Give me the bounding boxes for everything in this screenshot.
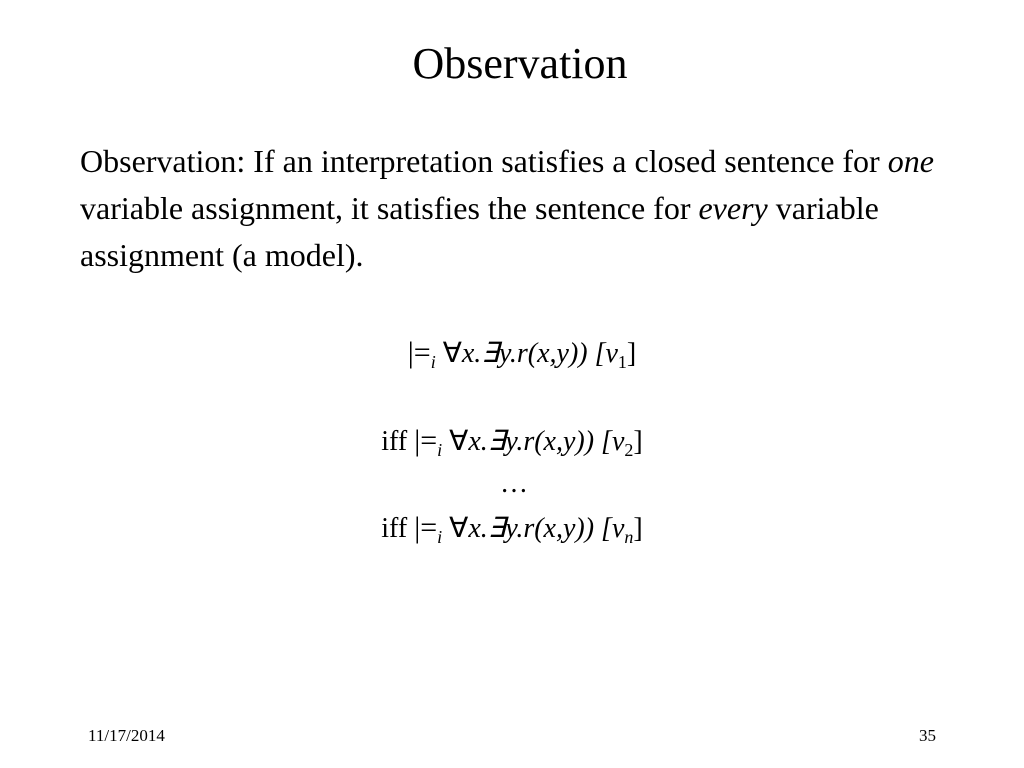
observation-text-part3: variable assignment (a model). bbox=[80, 190, 879, 273]
assignment-subscript: 2 bbox=[624, 440, 634, 460]
assignment-open: [v bbox=[587, 338, 618, 369]
emphasis-every: every bbox=[698, 190, 768, 226]
observation-paragraph bbox=[80, 138, 980, 279]
forall-symbol: ∀ bbox=[442, 338, 462, 369]
forall-symbol: ∀ bbox=[449, 426, 469, 457]
slide-title: Observation bbox=[412, 39, 628, 88]
formula-line-1 bbox=[10, 336, 1024, 371]
slide-number: 35 bbox=[919, 726, 936, 745]
formula-line-2 bbox=[0, 424, 1024, 459]
assignment-open: [v bbox=[594, 513, 625, 544]
formula-body: x.∃y.r(x,y)) bbox=[468, 426, 595, 457]
entails-subscript: i bbox=[437, 440, 443, 460]
assignment-open: [v bbox=[594, 426, 625, 457]
entails-symbol: |= bbox=[407, 336, 431, 369]
forall-symbol: ∀ bbox=[449, 513, 469, 544]
assignment-close: ] bbox=[633, 513, 643, 544]
observation-text-part1: Observation: If an interpretation satisfies a closed sentence for bbox=[80, 143, 888, 179]
assignment-subscript: n bbox=[624, 527, 634, 547]
formula-ellipsis: … bbox=[500, 468, 528, 499]
entails-symbol: |= bbox=[414, 424, 438, 457]
formula-body: x.∃y.r(x,y)) bbox=[461, 338, 588, 369]
observation-text-part2: variable assignment, it satisfies the sentence for bbox=[80, 190, 699, 226]
entails-subscript: i bbox=[430, 352, 436, 372]
formula-body: x.∃y.r(x,y)) bbox=[468, 513, 595, 544]
emphasis-one: one bbox=[887, 143, 934, 179]
assignment-close: ] bbox=[626, 338, 637, 369]
footer-date: 11/17/2014 bbox=[88, 726, 165, 745]
iff-prefix: iff bbox=[381, 426, 415, 457]
iff-prefix: iff bbox=[381, 513, 415, 544]
entails-subscript: i bbox=[437, 527, 443, 547]
assignment-subscript: 1 bbox=[617, 352, 627, 372]
formula-line-n bbox=[0, 511, 1024, 546]
entails-symbol: |= bbox=[414, 511, 438, 544]
assignment-close: ] bbox=[633, 426, 643, 457]
